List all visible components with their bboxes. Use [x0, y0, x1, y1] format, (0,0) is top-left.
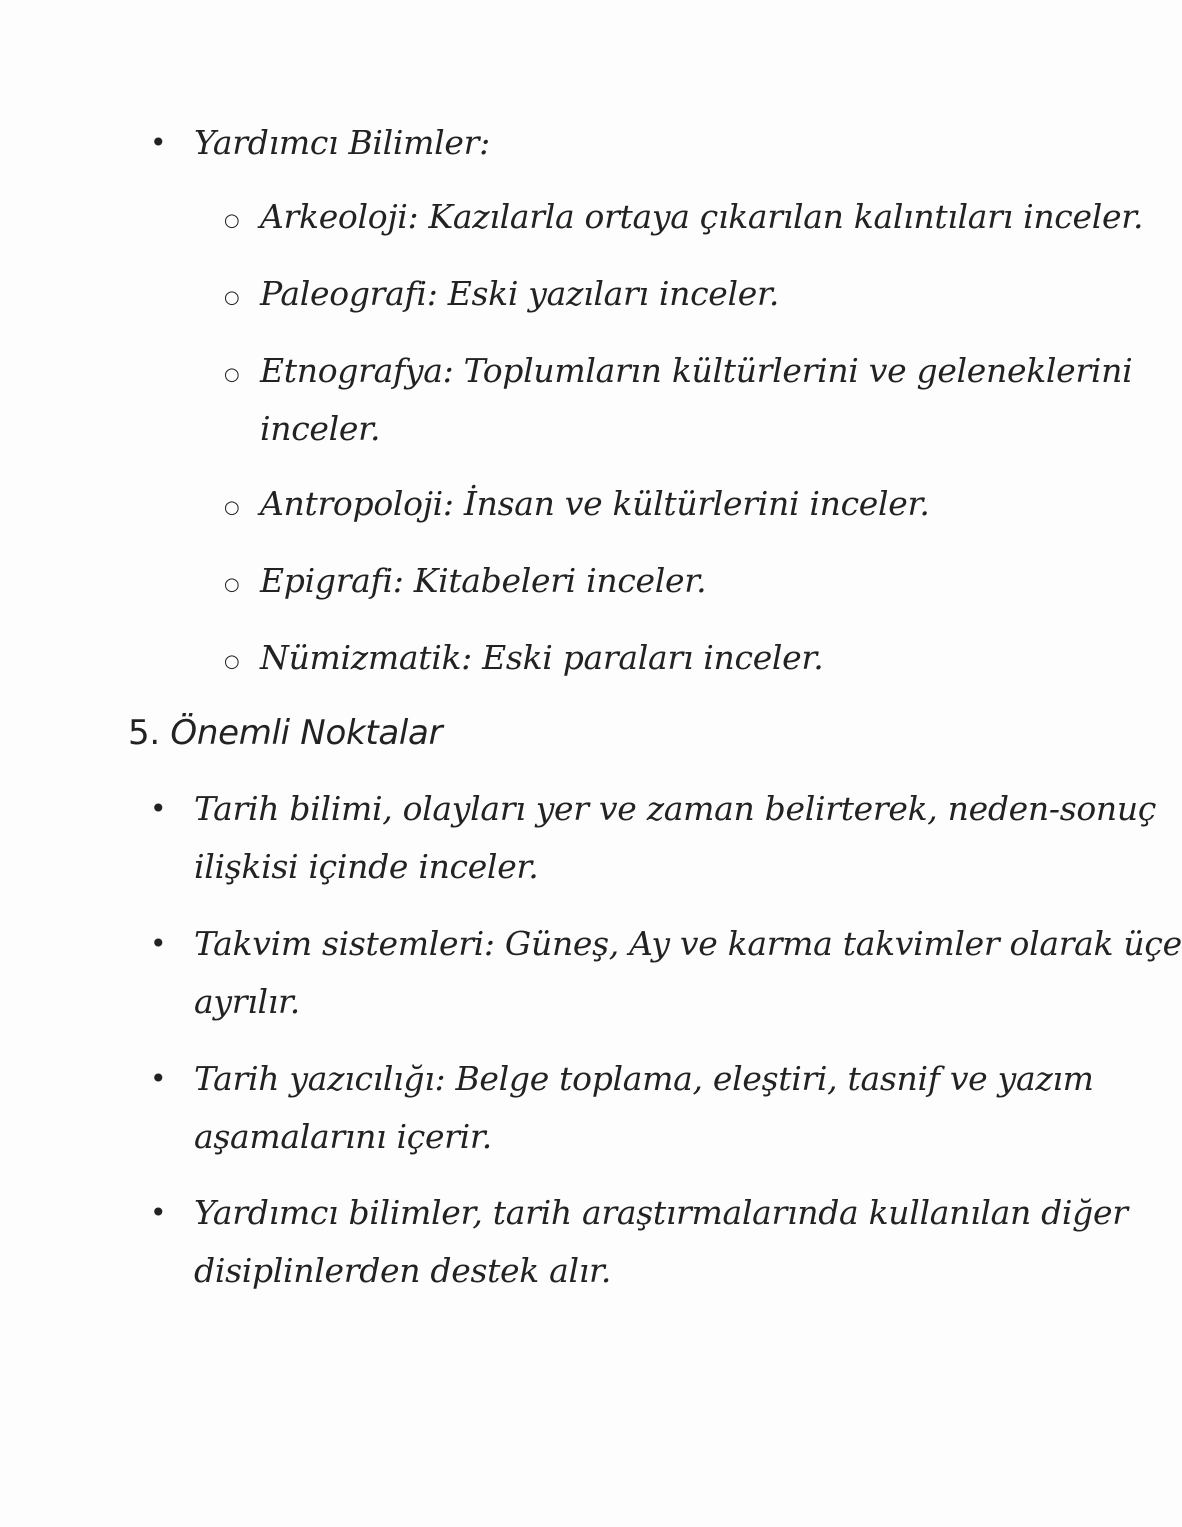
sub-item-line: Epigrafi: Kitabeleri inceler. — [260, 561, 707, 600]
sub-list-item — [224, 342, 1133, 458]
bullet-circle-icon: ○ — [224, 574, 240, 595]
list-item — [150, 1050, 1094, 1166]
list-item-line: Tarih yazıcılığı: Belge toplama, eleştiri, tasnif ve yazım — [194, 1059, 1094, 1098]
bullet-circle-icon: ○ — [224, 651, 240, 672]
sub-item-line: Paleografi: Eski yazıları inceler. — [260, 274, 780, 313]
bullet-dot-icon: • — [150, 1062, 167, 1095]
bullet-circle-icon: ○ — [224, 497, 240, 518]
section-heading — [128, 704, 442, 762]
sub-item-line: Etnografya: Toplumların kültürlerini ve geleneklerini — [260, 351, 1133, 390]
bullet-circle-icon: ○ — [224, 210, 240, 231]
subsection-title: Yardımcı Bilimler: — [194, 123, 490, 162]
list-item — [150, 780, 1157, 896]
list-item-line: Tarih bilimi, olayları yer ve zaman belirterek, neden-sonuç — [194, 789, 1157, 828]
bullet-dot-icon: • — [150, 927, 167, 960]
bullet-circle-icon: ○ — [224, 364, 240, 385]
list-item-line: Yardımcı bilimler, tarih araştırmalarında kullanılan diğer — [194, 1193, 1128, 1232]
bullet-dot-icon: • — [150, 792, 167, 825]
bullet-dot-icon: • — [150, 1196, 167, 1229]
sub-item-line: Nümizmatik: Eski paraları inceler. — [260, 638, 824, 677]
bullet-circle-icon: ○ — [224, 287, 240, 308]
sub-item-line: inceler. — [260, 409, 381, 448]
section-number: 5. — [128, 713, 160, 753]
section-title: Önemli Noktalar — [170, 713, 443, 753]
sub-item-line: Antropoloji: İnsan ve kültürlerini inceler. — [260, 484, 930, 523]
list-item — [150, 1184, 1128, 1300]
list-item-line: disiplinlerden destek alır. — [194, 1251, 612, 1290]
list-item — [150, 915, 1182, 1031]
list-item-line: aşamalarını içerir. — [194, 1117, 492, 1156]
list-item-line: ayrılır. — [194, 982, 300, 1021]
list-item-line: Takvim sistemleri: Güneş, Ay ve karma takvimler olarak üçe — [194, 924, 1182, 963]
list-item-line: ilişkisi içinde inceler. — [194, 847, 539, 886]
bullet-dot-icon: • — [150, 126, 167, 159]
sub-item-line: Arkeoloji: Kazılarla ortaya çıkarılan kalıntıları inceler. — [260, 197, 1144, 236]
